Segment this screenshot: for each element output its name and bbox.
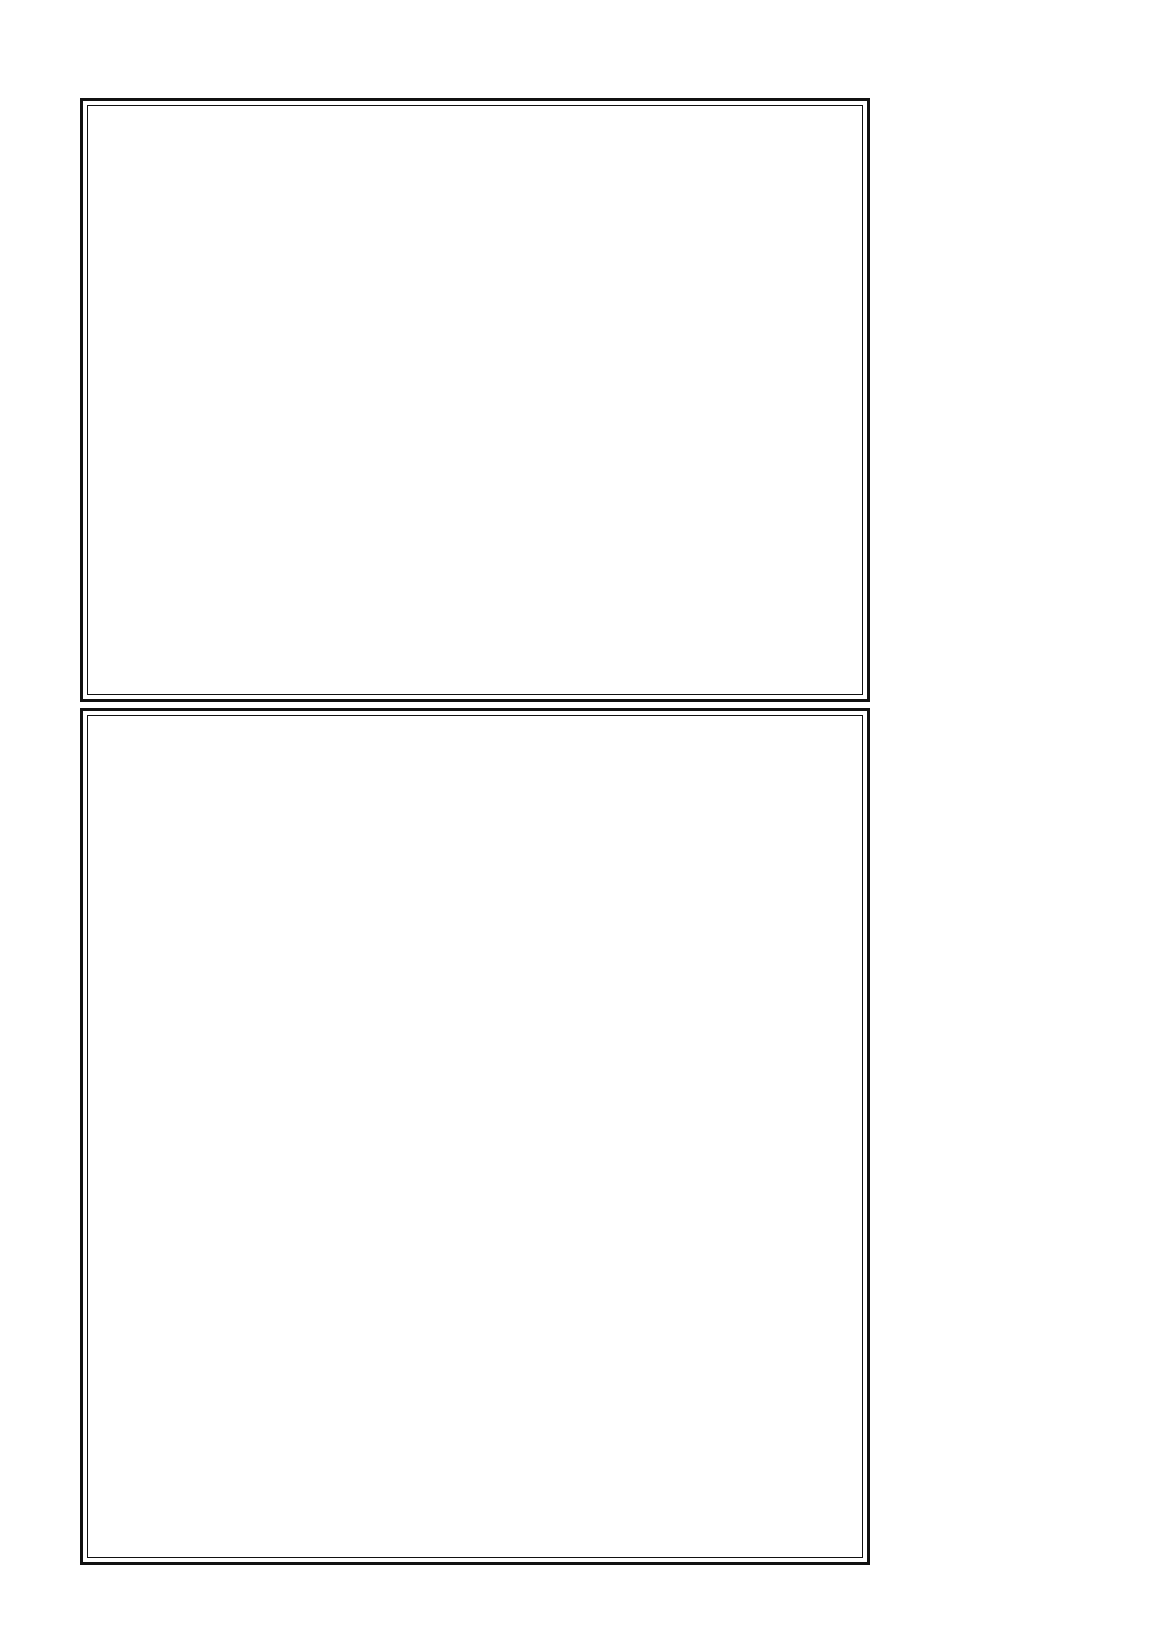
page-header — [80, 48, 870, 98]
main-text-block — [87, 105, 863, 695]
commentary-block — [87, 715, 863, 1558]
main-text-frame — [80, 98, 870, 702]
commentary-frame — [80, 708, 870, 1565]
